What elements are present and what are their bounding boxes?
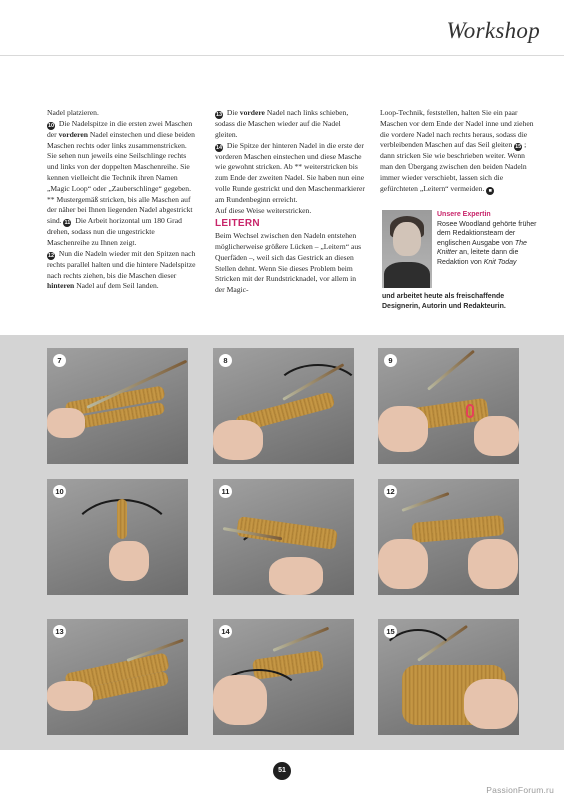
paragraph — [47, 108, 197, 119]
paragraph — [380, 108, 538, 195]
photo-number: 11 — [219, 485, 232, 498]
header-divider — [0, 55, 564, 56]
step-text: Die — [225, 108, 240, 117]
step-text: Die Arbeit horizontal um 180 Grad drehen, sodass nun die ungestrickte Maschenreihe zu Ihnen zeigt. — [47, 216, 182, 247]
step-text: Die Spitze der hinteren Nadel in die erste der vorderen Maschen einstechen und diese Masche wie gewohnt stricken. Ab ** weiterstricken bis zum Ende der zweiten Nadel. Sie haben nun eine volle Runde gestrickt und den Maschenmarkierer am Rundenbeginn erreicht. — [215, 140, 365, 204]
step-number-badge: 15 — [515, 144, 522, 151]
expert-bio-text: Rosee Woodland gehörte früher dem Redaktionsteam der englischen Ausgabe von — [437, 220, 537, 247]
step-photo-14 — [213, 619, 354, 735]
body-text: ; dann stricken Sie wie beschrieben weiter. Wenn man den Übergang zwischen den beiden Nadeln immer wieder verschiebt, lassen sich die gefürchteten „Leitern“ vermeiden. — [380, 140, 527, 193]
step-photo-7 — [47, 348, 188, 464]
note-text: ** Mustergemäß stricken, bis alle Maschen auf der näher bei Ihnen liegenden Nadel abgestrickt sind. — [47, 194, 193, 226]
note — [47, 195, 197, 249]
step-number-badge: 13 — [215, 112, 223, 118]
step-photo-13 — [47, 619, 188, 735]
photo-number: 13 — [53, 625, 66, 638]
step-photo-12 — [378, 479, 519, 595]
step-number-badge: 12 — [47, 252, 55, 259]
step-photo-9 — [378, 348, 519, 464]
photo-number: 7 — [53, 354, 66, 367]
body-text: Beim Wechsel zwischen den Nadeln entstehen möglicherweise größere Lücken – „Leitern“ aus Querfäden –, weil sich das Gestrick an diesen Stellen dehnt. Wenn Sie dieses Problem beim Stricken mit der Rundstricknadel, vor allem in der Magic- — [215, 231, 362, 295]
step-photo-11 — [213, 479, 354, 595]
expert-bio-text: an, leitete dann die Redaktion von — [437, 249, 519, 266]
step-number-badge: 14 — [215, 144, 223, 151]
text-column-1 — [47, 108, 197, 292]
step-photo-10 — [47, 479, 188, 595]
page-number: 51 — [273, 762, 291, 780]
step-text: Nadel nach links schieben, sodass die Maschen wieder auf die Nadel gleiten. — [215, 108, 349, 139]
step-10 — [47, 119, 197, 195]
step-text: Nadel einstechen und diese beiden Maschen rechts oder links zusammenstricken. Sie sehen nun jeweils eine Seilschlinge rechts und links von der doppelten Maschenreihe. Sie kennen vielleicht die Technik ihren Namen „Magic Loop“ oder „Zauberschlinge“ gegeben. — [47, 129, 195, 193]
step-photo-8 — [213, 348, 354, 464]
emphasis: hinteren — [47, 281, 75, 291]
step-photo-15 — [378, 619, 519, 735]
photo-number: 8 — [219, 354, 232, 367]
photo-number: 15 — [384, 625, 397, 638]
expert-portrait — [382, 210, 432, 288]
step-14 — [215, 141, 365, 206]
subheading-leitern: LEITERN — [215, 218, 260, 230]
expert-bio-tail: und arbeitet heute als freischaffende Designerin, Autorin und Redakteurin. — [382, 293, 506, 310]
photo-grid — [0, 335, 564, 750]
watermark: PassionForum.ru — [486, 785, 554, 795]
expert-bio — [437, 210, 540, 268]
step-text: Nun die Nadeln wieder mit den Spitzen nach rechts parallel halten und die hintere Nadelspitze nach rechts ziehen, bis die Maschen dieser — [47, 248, 196, 280]
step-text: Nadel auf dem Seil landen. — [74, 281, 159, 291]
photo-number: 9 — [384, 354, 397, 367]
paragraph — [215, 206, 365, 217]
text-column-3 — [380, 108, 538, 195]
body-text: Loop-Technik, feststellen, halten Sie ein paar Maschen vor dem Ende der Nadel inne und ziehen die vordere Nadel nach rechts heraus, sodass die verbleibenden Maschen auf das Seil gleiten — [380, 108, 534, 150]
expert-heading: Unsere Expertin — [437, 211, 491, 218]
photo-number: 10 — [53, 485, 66, 498]
emphasis: vorderen — [58, 129, 88, 139]
magazine-name: The Knitter — [437, 239, 527, 257]
text-column-2 — [215, 108, 365, 296]
step-number-badge: 10 — [47, 122, 55, 129]
end-mark-icon: ■ — [486, 187, 494, 195]
step-number-badge: 11 — [64, 220, 71, 227]
text-line: Nadel platzieren. — [47, 108, 99, 117]
photo-number: 14 — [219, 625, 232, 638]
paragraph — [215, 231, 365, 296]
step-text: Die Nadelspitze in die ersten zwei Maschen der — [47, 118, 193, 139]
photo-number: 12 — [384, 485, 397, 498]
magazine-name: Knit Today — [483, 258, 517, 266]
section-title: Workshop — [446, 18, 540, 43]
text-line: Auf diese Weise weiterstricken. — [215, 205, 312, 215]
emphasis: vordere — [239, 108, 265, 117]
step-12 — [47, 249, 197, 292]
step-13 — [215, 108, 365, 141]
